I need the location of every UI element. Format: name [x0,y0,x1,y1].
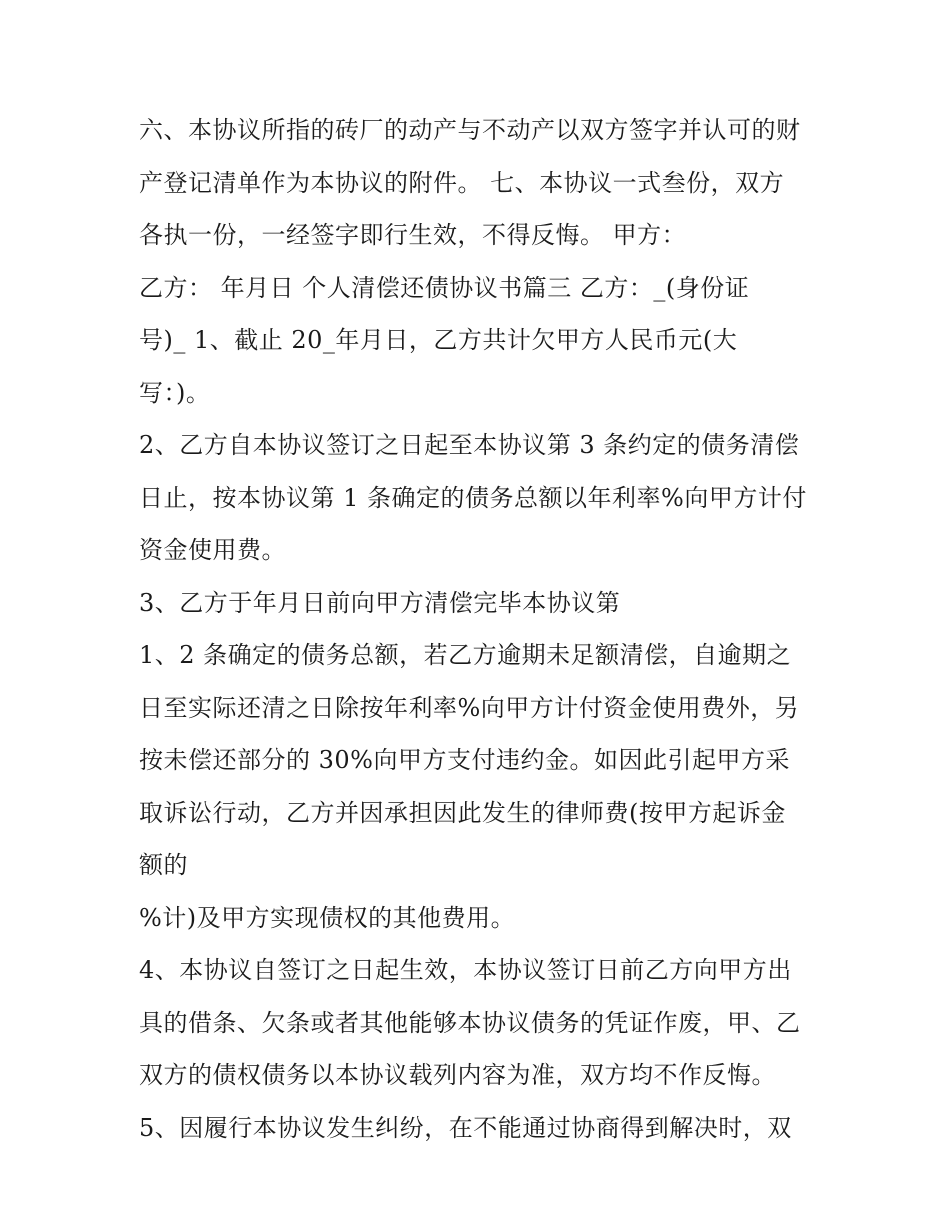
text-line: 取诉讼行动，乙方并因承担因此发生的律师费(按甲方起诉金 [139,798,786,827]
text-line: 2、乙方自本协议签订之日起至本协议第 3 条约定的债务清偿 [139,431,800,459]
text-line: 资金使用费。 [139,536,286,564]
text-line: 双方的债权债务以本协议载列内容为准，双方均不作反悔。 [139,1061,776,1089]
agreement-text [139,104,819,1154]
text-line: %计)及甲方实现债权的其他费用。 [139,903,516,932]
text-line: 4、本协议自签订之日起生效，本协议签订日前乙方向甲方出 [139,956,792,984]
text-line: 3、乙方于年月日前向甲方清偿完毕本协议第 [139,588,621,617]
text-line: 各执一份，一经签字即行生效，不得反悔。 甲方： [139,221,687,249]
text-line: 乙方： 年月日 个人清偿还债协议书篇三 乙方：_(身份证 [139,273,750,302]
text-line: 5、因履行本协议发生纠纷，在不能通过协商得到解决时，双 [139,1113,792,1142]
text-line: 写：)。 [139,378,211,407]
text-line: 额的 [139,851,188,879]
text-line: 具的借条、欠条或者其他能够本协议债务的凭证作废，甲、乙 [139,1008,801,1037]
text-line: 产登记清单作为本协议的附件。 七、本协议一式叁份，双方 [139,168,785,197]
text-line: 按未偿还部分的 30%向甲方支付违约金。如因此引起甲方采 [139,746,790,774]
text-line: 日止，按本协议第 1 条确定的债务总额以年利率%向甲方计付 [139,483,807,512]
text-line: 1、2 条确定的债务总额，若乙方逾期未足额清偿，自逾期之 [139,641,792,669]
text-line: 六、本协议所指的砖厂的动产与不动产以双方签字并认可的财 [139,116,801,144]
text-line: 日至实际还清之日除按年利率%向甲方计付资金使用费外，另 [139,693,800,722]
text-line: 号)_ 1、截止 20_年月日，乙方共计欠甲方人民币元(大 [139,326,738,354]
